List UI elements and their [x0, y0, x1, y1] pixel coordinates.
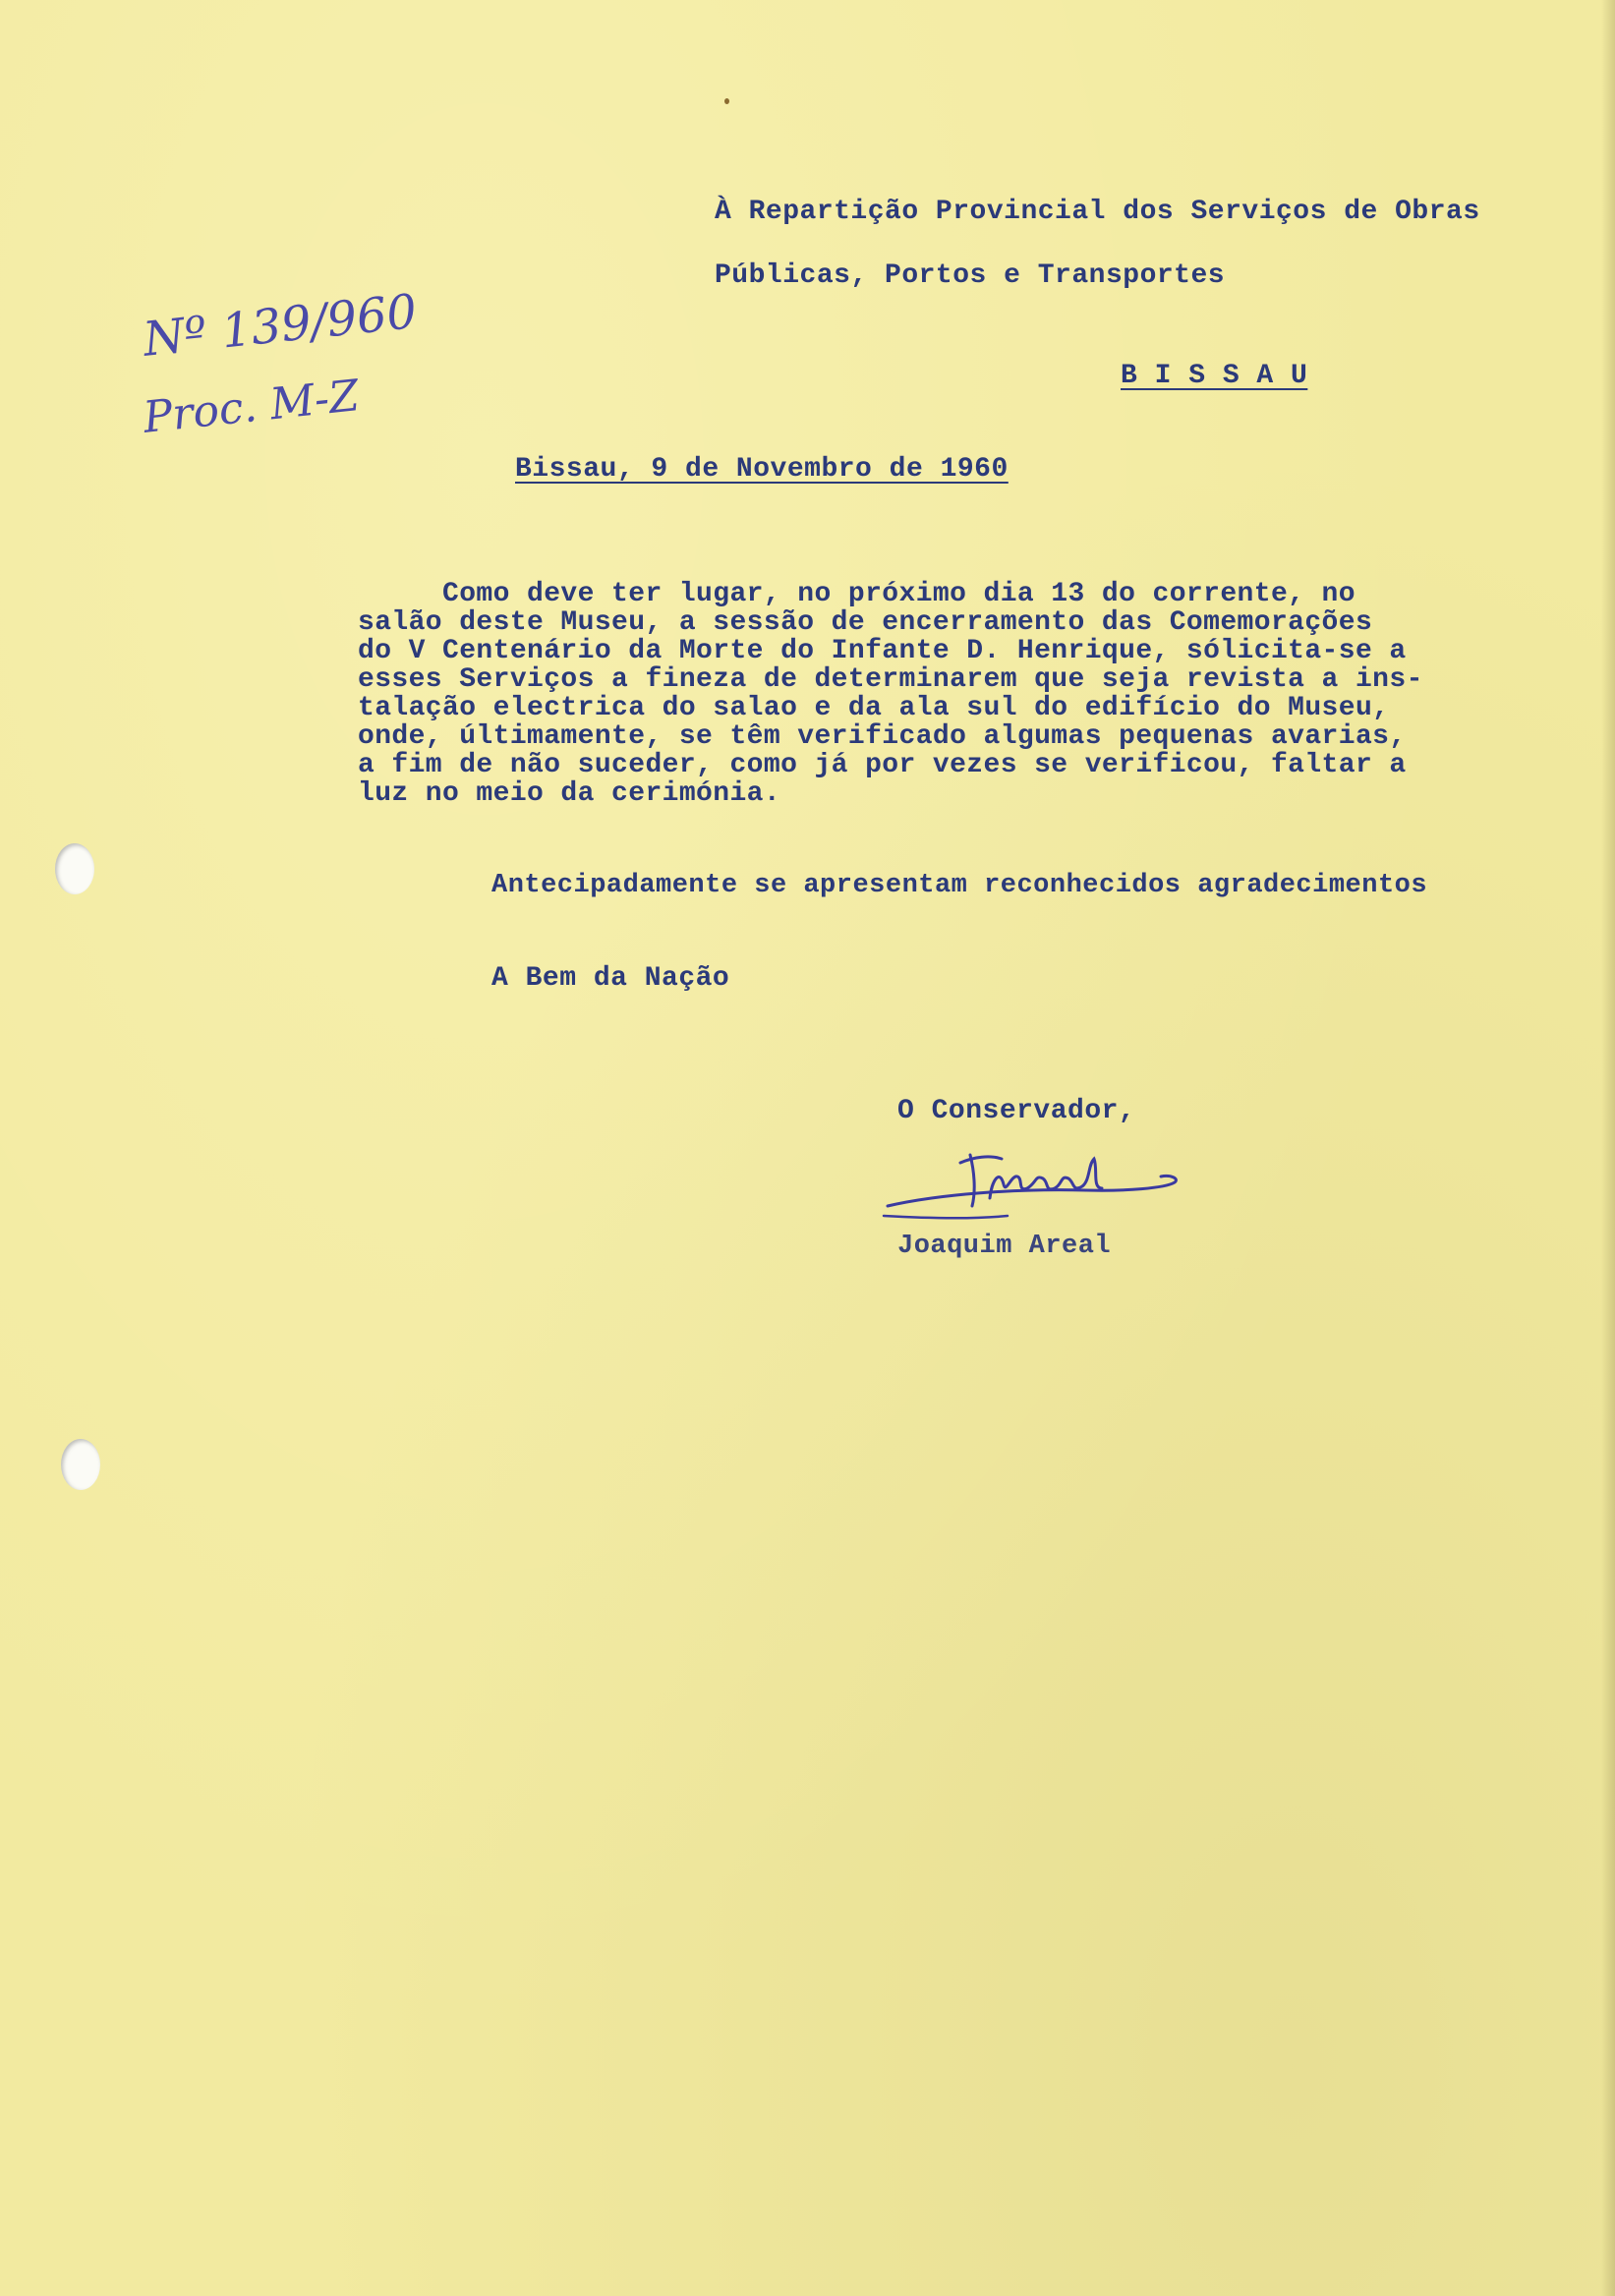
body-line: talação electrica do salao e da ala sul do edifício do Museu,	[358, 693, 1390, 723]
handwritten-signature	[880, 1145, 1194, 1234]
signature-name: Joaquim Areal	[897, 1232, 1112, 1261]
letter-thanks: Antecipadamente se apresentam reconhecidos agradecimentos	[491, 871, 1428, 900]
handwritten-process-code: Proc. M-Z	[141, 371, 362, 443]
body-line: esses Serviços a fineza de determinarem que seja revista a ins-	[358, 664, 1423, 695]
letter-date: Bissau, 9 de Novembro de 1960	[515, 454, 1009, 485]
body-line: onde, últimamente, se têm verificado algumas pequenas avarias,	[358, 721, 1407, 752]
handwritten-reference-number: Nº 139/960	[141, 283, 420, 368]
body-line: luz no meio da cerimónia.	[358, 778, 781, 809]
paper-edge-shadow	[1601, 0, 1615, 2296]
body-line: a fim de não suceder, como já por vezes se verificou, faltar a	[358, 750, 1407, 780]
paper-stain	[724, 98, 729, 104]
recipient-line-1: À Repartição Provincial dos Serviços de Obras	[715, 197, 1480, 227]
letter-body	[358, 580, 1565, 808]
letter-closing: A Bem da Nação	[491, 963, 730, 994]
punch-hole-upper	[55, 843, 94, 894]
punch-hole-lower	[61, 1439, 100, 1490]
letter-signoff: O Conservador,	[897, 1096, 1136, 1126]
body-line: Como deve ter lugar, no próximo dia 13 do corrente, no	[358, 579, 1355, 609]
body-line: do V Centenário da Morte do Infante D. Henrique, sólicita-se a	[358, 636, 1407, 666]
recipient-city: B I S S A U	[1121, 361, 1308, 391]
body-line: salão deste Museu, a sessão de encerramento das Comemorações	[358, 607, 1373, 638]
recipient-line-2: Públicas, Portos e Transportes	[715, 260, 1226, 291]
